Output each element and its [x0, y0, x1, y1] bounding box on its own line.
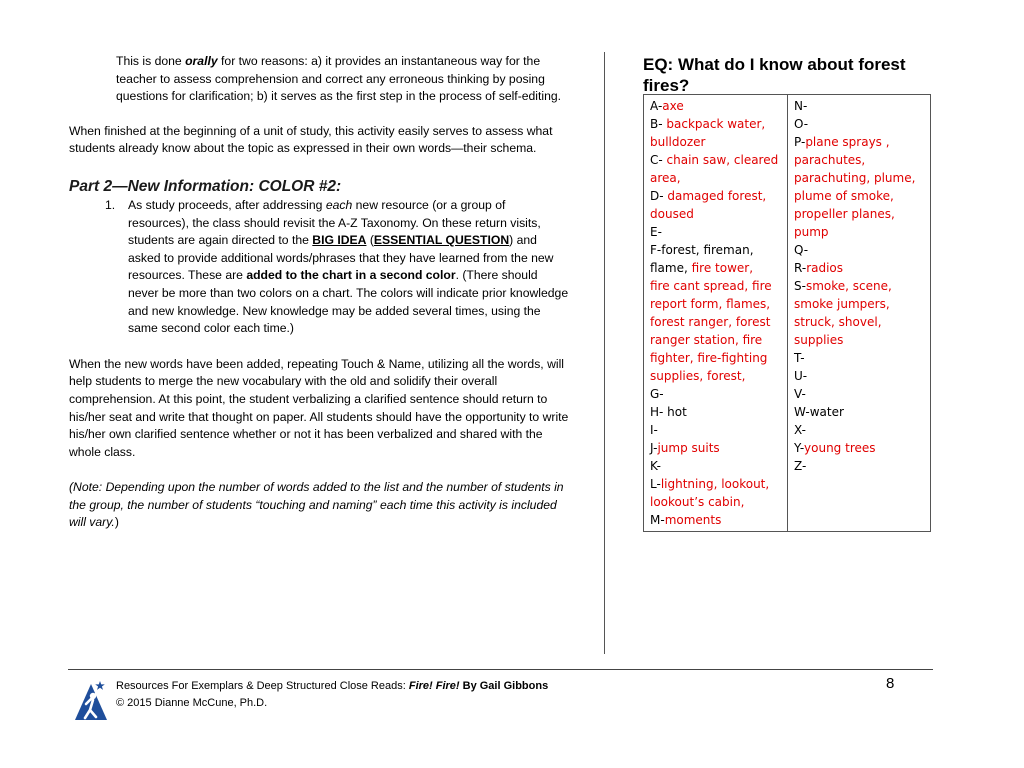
- az-entry-line: [650, 259, 781, 277]
- text-run: E-: [650, 225, 662, 239]
- az-entry-line: [650, 205, 781, 223]
- text-run: . (There should never be more than two colors on a chart. The colors will indicate prior knowledge and new knowledge. New knowledge may be added several times, using the same second color each time.): [128, 268, 569, 336]
- text-run: K-: [650, 459, 661, 473]
- az-entry-line: [650, 367, 781, 385]
- footer-book-title: Fire! Fire!: [408, 680, 460, 692]
- text-run: H- hot: [650, 405, 687, 419]
- new-knowledge-text: bulldozer: [650, 135, 706, 149]
- column-divider: [604, 52, 605, 654]
- az-entry-line: [650, 439, 781, 457]
- az-entry-line: [794, 313, 924, 331]
- az-entry-line: [650, 385, 781, 403]
- az-entry-line: [650, 331, 781, 349]
- text-run: (: [366, 233, 374, 248]
- az-entry-line: [794, 187, 924, 205]
- text-run: M-: [650, 513, 665, 527]
- step-text: [128, 197, 569, 338]
- az-entry-line: [650, 475, 781, 493]
- az-entry-line: [650, 313, 781, 331]
- az-entry-line: [650, 403, 781, 421]
- new-knowledge-text: chain saw, cleared: [666, 153, 779, 167]
- new-knowledge-text: damaged forest,: [667, 189, 767, 203]
- step-list-item: [69, 197, 569, 338]
- part2-heading: Part 2—New Information: COLOR #2:: [69, 177, 342, 195]
- text-run: U-: [794, 369, 808, 383]
- new-knowledge-text: ranger station, fire: [650, 333, 763, 347]
- az-entry-line: [794, 151, 924, 169]
- new-knowledge-text: supplies: [794, 333, 844, 347]
- text-run: L-: [650, 477, 661, 491]
- new-knowledge-text: axe: [662, 99, 684, 113]
- text-run: Y-: [794, 441, 805, 455]
- text-run: N-: [794, 99, 808, 113]
- new-knowledge-text: fire tower,: [691, 261, 754, 275]
- text-run: I-: [650, 423, 658, 437]
- new-knowledge-text: area,: [650, 171, 681, 185]
- az-entry-line: [650, 223, 781, 241]
- new-knowledge-text: plume of smoke,: [794, 189, 894, 203]
- az-entry-line: [650, 115, 781, 133]
- new-knowledge-text: smoke, scene,: [805, 279, 892, 293]
- az-entry-line: [794, 385, 924, 403]
- text-run: ESSENTIAL QUESTION: [373, 233, 510, 248]
- text-run: X-: [794, 423, 806, 437]
- az-entry-line: [794, 97, 924, 115]
- text-run: new resource (or a group of resources), the class should revisit the A-Z Taxonomy. On these return visits, students are again directed to the: [128, 197, 541, 248]
- az-entry-line: [650, 277, 781, 295]
- text-run: for two reasons: a) it provides an instantaneous way for the teacher to assess comprehension and correct any erroneous thinking by posing questions for clarification; b) it serves as the first step in the process of self-editing.: [116, 54, 562, 104]
- new-knowledge-text: fighter, fire-fighting: [650, 351, 768, 365]
- new-knowledge-text: radios: [806, 261, 844, 275]
- text-run: Z-: [794, 459, 807, 473]
- az-entry-line: [650, 457, 781, 475]
- footer-resources-line: [116, 678, 548, 695]
- az-entry-line: [794, 421, 924, 439]
- text-run: ): [114, 515, 119, 530]
- new-knowledge-text: backpack water,: [666, 117, 766, 131]
- az-entry-line: [650, 133, 781, 151]
- note-paragraph: [69, 479, 569, 532]
- az-entry-line: [650, 493, 781, 511]
- az-entry-line: [794, 241, 924, 259]
- new-knowledge-text: parachutes,: [794, 153, 866, 167]
- text-run: W-water: [794, 405, 844, 419]
- az-entry-line: [650, 187, 781, 205]
- new-knowledge-text: pump: [794, 225, 829, 239]
- left-column: [69, 53, 569, 532]
- text-run: (Note: Depending upon the number of words added to the list and the number of students in the group, the number of students “touching and naming” each time this activity is included will vary.: [69, 480, 564, 530]
- az-entry-line: [794, 205, 924, 223]
- az-entry-line: [794, 277, 924, 295]
- text-run: C-: [650, 153, 667, 167]
- az-entry-line: [794, 349, 924, 367]
- az-entry-line: [650, 97, 781, 115]
- person-star-logo-icon: [73, 680, 109, 722]
- text-run: B-: [650, 117, 667, 131]
- text-run: F-forest, fireman,: [650, 243, 754, 257]
- new-knowledge-text: lookout’s cabin,: [650, 495, 745, 509]
- az-entry-line: [794, 403, 924, 421]
- new-knowledge-text: doused: [650, 207, 694, 221]
- az-entry-line: [650, 421, 781, 439]
- text-run: added to the chart in a second color: [246, 268, 456, 283]
- text-run: G-: [650, 387, 664, 401]
- text-run: A-: [650, 99, 663, 113]
- az-entry-line: [794, 439, 924, 457]
- text-run: Q-: [794, 243, 809, 257]
- new-knowledge-text: plane sprays ,: [805, 135, 890, 149]
- text-run: V-: [794, 387, 806, 401]
- az-entry-line: [794, 133, 924, 151]
- text-run: S-: [794, 279, 806, 293]
- new-knowledge-text: report form, flames,: [650, 297, 771, 311]
- new-knowledge-text: propeller planes,: [794, 207, 895, 221]
- text-run: This is done: [116, 54, 186, 68]
- footer-rule: [68, 669, 933, 670]
- text-run: each: [325, 197, 353, 212]
- az-entry-line: [650, 241, 781, 259]
- new-knowledge-text: smoke jumpers,: [794, 297, 890, 311]
- az-chart-row: [644, 95, 931, 532]
- az-entry-line: [794, 295, 924, 313]
- text-run: P-: [794, 135, 806, 149]
- az-taxonomy-chart: [643, 94, 931, 532]
- text-run: D-: [650, 189, 668, 203]
- text-run: As study proceeds, after addressing: [128, 197, 326, 212]
- new-knowledge-text: struck, shovel,: [794, 315, 882, 329]
- new-knowledge-text: parachuting, plume,: [794, 171, 916, 185]
- text-run: O-: [794, 117, 809, 131]
- footer-text: [116, 678, 548, 712]
- az-entry-line: [794, 331, 924, 349]
- text-run: J-: [650, 441, 658, 455]
- new-knowledge-text: forest ranger, forest: [650, 315, 771, 329]
- new-knowledge-text: fire cant spread, fire: [650, 279, 772, 293]
- az-entry-line: [794, 223, 924, 241]
- az-entry-line: [650, 169, 781, 187]
- az-entry-line: [794, 457, 924, 475]
- new-knowledge-text: young trees: [804, 441, 876, 455]
- az-right-column: [788, 95, 931, 532]
- new-knowledge-text: jump suits: [657, 441, 720, 455]
- touch-and-name-paragraph: When the new words have been added, repeating Touch & Name, utilizing all the words, will help students to merge the new vocabulary with the old and solidify their overall comprehension. At this point, the student verbalizing a clarified sentence should return to his/her seat and write that thought on paper. All students should have the opportunity to write his/her own clarified sentence whether or not it has been verbalized and shared with the whole class.: [69, 356, 569, 459]
- footer-prefix: Resources For Exemplars & Deep Structured Close Reads:: [116, 680, 409, 692]
- az-entry-line: [794, 259, 924, 277]
- intro-paragraph: [116, 53, 569, 106]
- az-entry-line: [650, 295, 781, 313]
- az-entry-line: [794, 115, 924, 133]
- text-run: BIG IDEA: [312, 233, 367, 248]
- new-knowledge-text: lightning, lookout,: [660, 477, 770, 491]
- az-entry-line: [650, 511, 781, 529]
- footer-copyright: © 2015 Dianne McCune, Ph.D.: [116, 697, 268, 709]
- az-entry-line: [650, 151, 781, 169]
- az-entry-line: [794, 367, 924, 385]
- step-number: 1.: [105, 197, 116, 212]
- text-run: orally: [185, 54, 218, 68]
- footer-author: By Gail Gibbons: [459, 680, 549, 692]
- az-entry-line: [650, 349, 781, 367]
- eq-title: EQ: What do I know about forest fires?: [643, 55, 906, 95]
- az-entry-line: [794, 169, 924, 187]
- text-run: flame,: [650, 261, 692, 275]
- new-knowledge-text: moments: [664, 513, 722, 527]
- page-number: 8: [886, 675, 895, 692]
- text-run: ) and asked to provide additional words/phrases that they have learned from the new resources. These are: [128, 233, 554, 283]
- new-knowledge-text: supplies, forest,: [650, 369, 746, 383]
- text-run: T-: [794, 351, 805, 365]
- text-run: R-: [794, 261, 807, 275]
- schema-paragraph: When finished at the beginning of a unit of study, this activity easily serves to assess what students already know about the topic as expressed in their own words—their schema.: [69, 123, 553, 156]
- az-left-column: [644, 95, 788, 532]
